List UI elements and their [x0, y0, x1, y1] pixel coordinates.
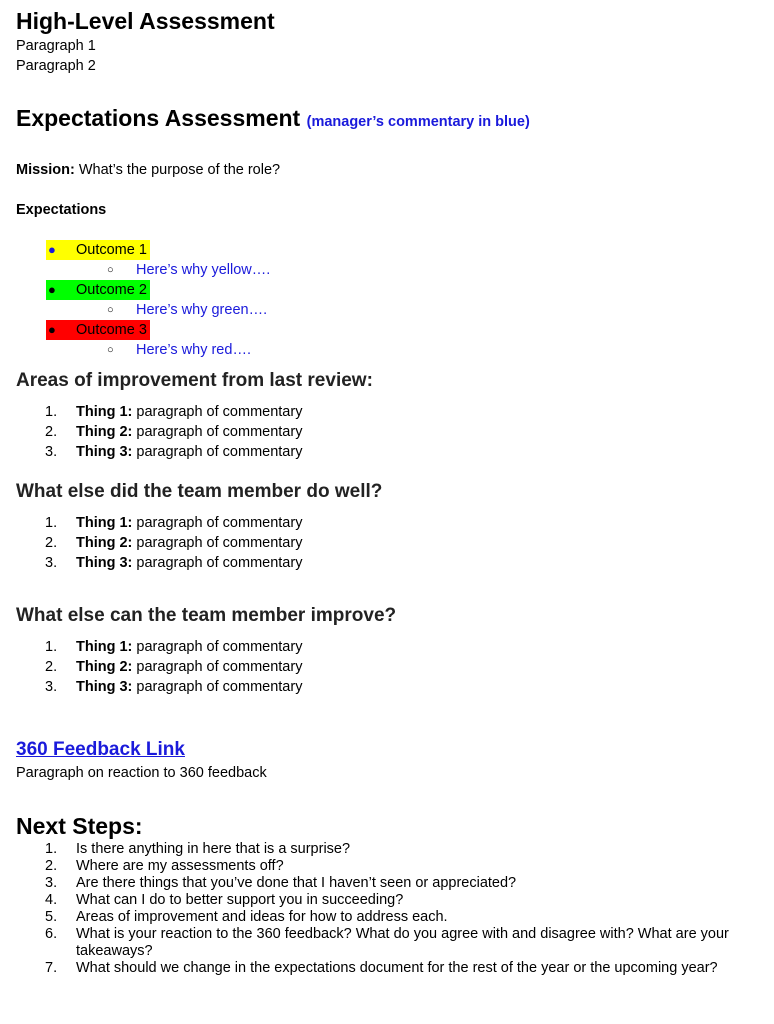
can-improve-title: What else can the team member improve?: [16, 605, 397, 626]
list-text: [76, 657, 302, 677]
list-number: 3.: [45, 875, 58, 891]
outcomes-list: [16, 240, 766, 360]
list-rest: paragraph of commentary: [132, 515, 303, 531]
expectations-title: [16, 103, 766, 137]
expectations-label: Expectations: [16, 202, 107, 218]
feedback-360-link[interactable]: 360 Feedback Link: [16, 739, 185, 760]
did-well-title: What else did the team member do well?: [16, 481, 383, 502]
list-text: [76, 402, 302, 422]
bullet-icon: ●: [48, 282, 56, 297]
did-well-list: [16, 513, 766, 573]
list-rest: paragraph of commentary: [132, 444, 303, 460]
list-number: 3.: [45, 679, 58, 695]
outcome-status-highlight: [46, 240, 150, 260]
list-text: What is your reaction to the 360 feedback? What do you agree with and disagree with? What are your takeaways?: [76, 926, 729, 959]
outcome-comment: [16, 340, 766, 360]
list-item: [16, 513, 766, 533]
mission-line: [16, 160, 766, 180]
list-text: What can I do to better support you in succeeding?: [76, 892, 404, 908]
list-text: Is there anything in here that is a surprise?: [76, 841, 351, 857]
list-text: [76, 533, 302, 553]
list-item: [16, 533, 766, 553]
can-improve-list: [16, 637, 766, 697]
outcome-comment-text: Here’s why red….: [136, 342, 251, 358]
list-bold: Thing 3:: [76, 679, 133, 695]
list-text: [76, 677, 302, 697]
bullet-icon: ●: [48, 242, 56, 257]
list-item: [16, 909, 766, 926]
list-rest: paragraph of commentary: [132, 639, 303, 655]
list-bold: Thing 3:: [76, 555, 133, 571]
bullet-icon: ●: [48, 322, 56, 337]
list-text: [76, 637, 302, 657]
hollow-bullet-icon: ○: [107, 344, 114, 356]
list-rest: paragraph of commentary: [132, 555, 303, 571]
mission-label: Mission:: [16, 162, 75, 178]
list-bold: Thing 2:: [76, 535, 133, 551]
high-level-paragraph-1: Paragraph 1: [16, 38, 96, 54]
outcome-label: Outcome 3: [76, 322, 147, 338]
list-rest: paragraph of commentary: [132, 424, 303, 440]
list-bold: Thing 3:: [76, 444, 133, 460]
list-item: [16, 841, 766, 858]
mission-text: What’s the purpose of the role?: [78, 162, 281, 178]
list-text: [76, 553, 302, 573]
outcome-comment: [16, 300, 766, 320]
list-item: [16, 875, 766, 892]
feedback-paragraph: Paragraph on reaction to 360 feedback: [16, 765, 267, 781]
list-number: 1.: [45, 841, 58, 857]
list-number: 3.: [45, 555, 58, 571]
list-number: 7.: [45, 960, 58, 976]
outcome-item: [16, 280, 766, 300]
list-text: Areas of improvement and ideas for how to address each.: [76, 909, 448, 925]
list-rest: paragraph of commentary: [132, 535, 303, 551]
list-item: [16, 858, 766, 875]
list-item: [16, 422, 766, 442]
list-number: 3.: [45, 444, 58, 460]
list-bold: Thing 1:: [76, 639, 133, 655]
list-rest: paragraph of commentary: [132, 659, 303, 675]
list-item: [16, 677, 766, 697]
outcome-item: [16, 320, 766, 340]
outcome-label: Outcome 2: [76, 282, 147, 298]
outcome-label: Outcome 1: [76, 242, 147, 258]
list-text: [76, 442, 302, 462]
outcome-item: [16, 240, 766, 260]
list-item: [16, 442, 766, 462]
high-level-paragraph-2: Paragraph 2: [16, 58, 96, 74]
outcome-comment: [16, 260, 766, 280]
list-rest: paragraph of commentary: [132, 404, 303, 420]
list-number: 2.: [45, 858, 58, 874]
list-text: What should we change in the expectations document for the rest of the year or the upcoming year?: [76, 960, 718, 976]
list-text: [76, 513, 302, 533]
document-body: [16, 6, 766, 977]
hollow-bullet-icon: ○: [107, 264, 114, 276]
improvement-last-list: [16, 402, 766, 462]
list-text: Where are my assessments off?: [76, 858, 284, 874]
list-item: [16, 892, 766, 909]
list-bold: Thing 2:: [76, 424, 133, 440]
list-rest: paragraph of commentary: [132, 679, 303, 695]
list-number: 1.: [45, 515, 58, 531]
list-item: [16, 657, 766, 677]
list-text: Are there things that you’ve done that I haven’t seen or appreciated?: [76, 875, 517, 891]
hollow-bullet-icon: ○: [107, 304, 114, 316]
outcome-comment-text: Here’s why green….: [136, 302, 268, 318]
list-item: [16, 926, 766, 960]
list-bold: Thing 1:: [76, 515, 133, 531]
list-item: [16, 637, 766, 657]
list-number: 5.: [45, 909, 58, 925]
list-bold: Thing 2:: [76, 659, 133, 675]
list-item: [16, 960, 766, 977]
next-steps-title: Next Steps:: [16, 813, 143, 839]
list-bold: Thing 1:: [76, 404, 133, 420]
list-number: 2.: [45, 424, 58, 440]
outcome-status-highlight: [46, 320, 150, 340]
list-number: 4.: [45, 892, 58, 908]
improvement-last-title: Areas of improvement from last review:: [16, 370, 373, 391]
list-text: [76, 422, 302, 442]
expectations-title-text: Expectations Assessment: [16, 105, 301, 131]
high-level-title: High-Level Assessment: [16, 8, 275, 34]
outcome-comment-text: Here’s why yellow….: [136, 262, 271, 278]
list-item: [16, 402, 766, 422]
list-number: 1.: [45, 639, 58, 655]
commentary-note: (manager’s commentary in blue): [306, 114, 530, 130]
list-item: [16, 553, 766, 573]
outcome-status-highlight: [46, 280, 150, 300]
list-number: 2.: [45, 659, 58, 675]
list-number: 6.: [45, 926, 58, 942]
list-number: 1.: [45, 404, 58, 420]
next-steps-list: [16, 841, 766, 977]
list-number: 2.: [45, 535, 58, 551]
